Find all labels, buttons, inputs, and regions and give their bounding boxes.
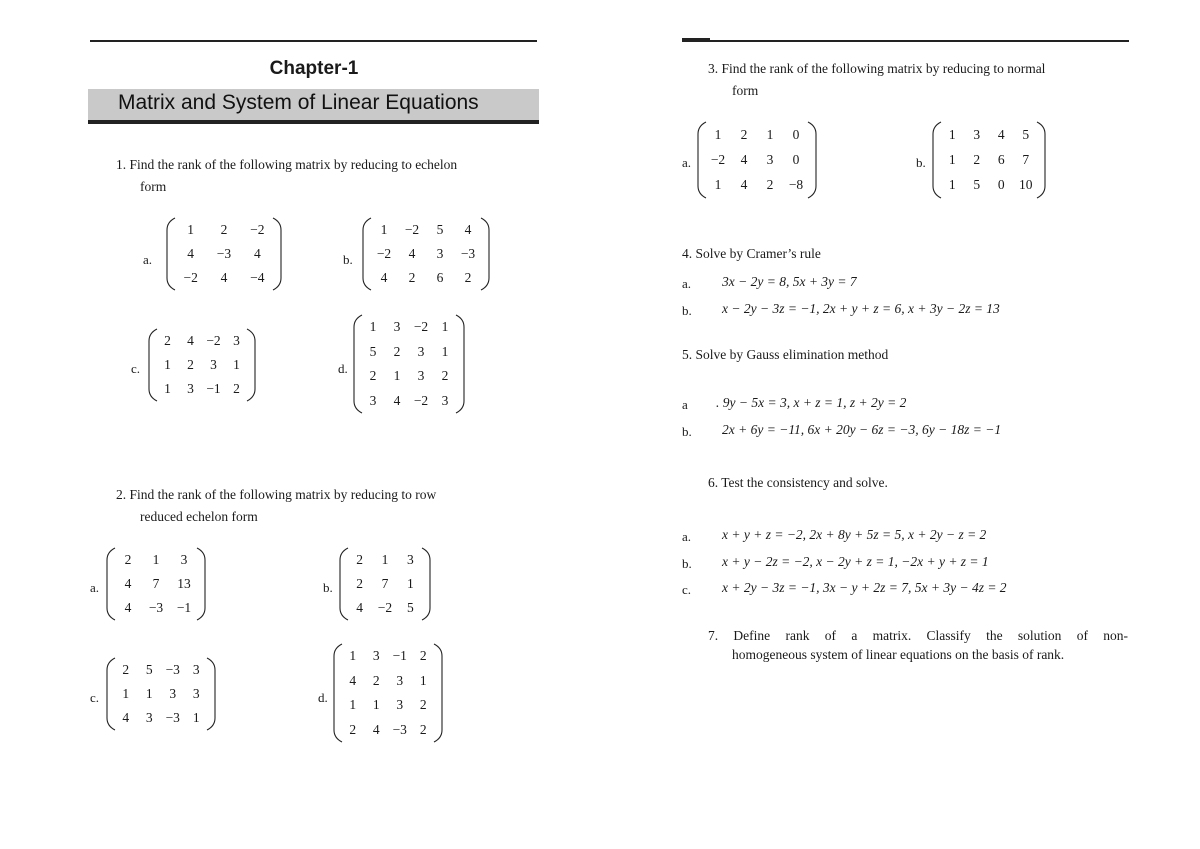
q1-c-label: c. xyxy=(131,361,141,376)
q4-a-equation: 3x − 2y = 8, 5x + 3y = 7 xyxy=(722,274,857,289)
q6-b-label: b. xyxy=(682,556,692,571)
matrix-entry: 3 xyxy=(393,319,401,335)
matrix-entry: 13 xyxy=(177,576,191,591)
q1-a-label: a. xyxy=(143,252,153,267)
matrix-entry: 1 xyxy=(187,222,195,237)
chapter-title-bar xyxy=(88,89,539,124)
matrix-entry: 2 xyxy=(419,697,427,713)
matrix-entry: 4 xyxy=(464,222,472,237)
matrix-entry: 2 xyxy=(220,222,228,237)
matrix-entry: −2 xyxy=(250,222,265,237)
matrix-entry: 1 xyxy=(714,177,722,193)
matrix-entry: 1 xyxy=(372,697,380,713)
question-7-line1: 7. Define rank of a matrix. Classify the solution of non- xyxy=(708,628,1128,643)
matrix-entry: 4 xyxy=(740,177,748,193)
q5-a-equation: . 9y − 5x = 3, x + z = 1, z + 2y = 2 xyxy=(716,395,907,410)
matrix-entry: −2 xyxy=(413,392,429,408)
right-paren xyxy=(456,315,464,413)
question-6-title: 6. Test the consistency and solve. xyxy=(708,475,888,490)
matrix-entry: 2 xyxy=(187,357,194,372)
q2-b-matrix xyxy=(339,546,431,622)
matrix-entry: −2 xyxy=(376,246,392,261)
matrix-entry: 4 xyxy=(187,246,195,261)
matrix-entry: 10 xyxy=(1019,177,1033,193)
matrix-entry: 6 xyxy=(436,270,444,285)
right-paren xyxy=(273,218,281,290)
matrix-entry: 3 xyxy=(233,333,240,348)
q3-b-matrix xyxy=(932,120,1046,200)
matrix-entry: 2 xyxy=(349,721,357,737)
q3-a-matrix xyxy=(697,120,817,200)
matrix-entry: 4 xyxy=(372,721,380,737)
matrix-entry: 1 xyxy=(441,319,449,335)
question-3 xyxy=(708,58,1128,102)
matrix-entry: 4 xyxy=(408,246,416,261)
matrix-entry: 0 xyxy=(792,126,800,142)
matrix-entry: 5 xyxy=(406,600,414,615)
matrix-entry: 6 xyxy=(997,151,1005,167)
matrix-entry: −4 xyxy=(250,270,265,285)
matrix-entry: 2 xyxy=(164,333,171,348)
q1-d-matrix xyxy=(353,313,465,415)
matrix-entry: −3 xyxy=(148,600,164,615)
right-paren xyxy=(247,329,255,401)
right-paren xyxy=(207,658,215,730)
right-paren xyxy=(1037,122,1045,198)
matrix-entry: 1 xyxy=(349,697,357,713)
matrix-entry: 4 xyxy=(124,576,132,591)
matrix-entry: 3 xyxy=(436,246,444,261)
matrix-entry: 2 xyxy=(372,672,380,688)
question-5-title: 5. Solve by Gauss elimination method xyxy=(682,347,889,362)
q5-a-label: a xyxy=(682,397,688,412)
top-rule-left xyxy=(90,40,537,42)
matrix-entry: −3 xyxy=(216,246,232,261)
matrix-entry: −3 xyxy=(460,246,476,261)
right-paren xyxy=(434,644,442,742)
q6-c-label: c. xyxy=(682,582,692,597)
q5-b-label: b. xyxy=(682,424,692,439)
matrix-entry: −2 xyxy=(377,600,393,615)
matrix-entry: 0 xyxy=(792,151,800,167)
q2-d-matrix xyxy=(333,642,443,744)
matrix-entry: 1 xyxy=(349,648,357,664)
matrix-entry: 3 xyxy=(187,381,194,396)
question-2 xyxy=(116,484,536,528)
matrix-entry: −1 xyxy=(206,381,221,396)
matrix-entry: 3 xyxy=(406,552,414,567)
q1-c-matrix xyxy=(148,327,256,403)
q6-a-label: a. xyxy=(682,529,692,544)
matrix-entry: 5 xyxy=(973,177,981,193)
chapter-heading: Chapter-1 xyxy=(269,58,359,79)
matrix-entry: −3 xyxy=(165,710,180,725)
q2-c-label: c. xyxy=(90,690,100,705)
matrix-entries xyxy=(370,218,482,290)
matrix-entry: 1 xyxy=(948,126,956,142)
matrix-entry: 4 xyxy=(253,246,261,261)
matrix-entry: 4 xyxy=(380,270,388,285)
matrix-entry: 3 xyxy=(192,662,200,677)
matrix-entry: 1 xyxy=(164,381,171,396)
matrix-entry: 7 xyxy=(152,576,160,591)
matrix-entry: 1 xyxy=(369,319,377,335)
matrix-entry: −2 xyxy=(710,151,726,167)
matrix-entry: 1 xyxy=(164,357,171,372)
matrix-entry: 2 xyxy=(369,368,377,384)
matrix-entry: 2 xyxy=(464,270,472,285)
matrix-entry: 1 xyxy=(380,222,388,237)
matrix-entry: 1 xyxy=(948,151,956,167)
matrix-entry: 1 xyxy=(192,710,200,725)
matrix-entry: 1 xyxy=(393,368,401,384)
matrix-entry: 3 xyxy=(441,392,449,408)
matrix-entry: 5 xyxy=(369,343,377,359)
matrix-entry: 1 xyxy=(406,576,414,591)
q6-a-equation: x + y + z = −2, 2x + 8y + 5z = 5, x + 2y − z = 2 xyxy=(722,527,987,542)
matrix-entries xyxy=(341,644,435,742)
q6-b-equation: x + y − 2z = −2, x − 2y + z = 1, −2x + y + z = 1 xyxy=(722,554,989,569)
matrix-entry: 1 xyxy=(419,672,427,688)
q6-c-equation: x + 2y − 3z = −1, 3x − y + 2z = 7, 5x + 3y − 4z = 2 xyxy=(722,580,1007,595)
matrix-entry: −3 xyxy=(392,721,407,737)
matrix-entry: 2 xyxy=(233,381,240,396)
matrix-entry: 2 xyxy=(973,151,981,167)
matrix-entry: 1 xyxy=(145,686,153,701)
matrix-entry: 2 xyxy=(356,576,364,591)
matrix-entry: 4 xyxy=(124,600,132,615)
matrix-entry: 2 xyxy=(419,721,427,737)
matrix-entry: 3 xyxy=(210,357,217,372)
right-paren xyxy=(481,218,489,290)
matrix-entry: 4 xyxy=(356,600,364,615)
q2-a-matrix xyxy=(106,546,206,622)
matrix-entries xyxy=(347,548,423,620)
matrix-entries xyxy=(361,315,457,413)
question-1-line1: 1. Find the rank of the following matrix by reducing to echelon xyxy=(116,157,458,172)
matrix-entries xyxy=(156,329,248,401)
right-paren xyxy=(197,548,205,620)
matrix-entry: 2 xyxy=(122,662,130,677)
matrix-entry: −1 xyxy=(176,600,192,615)
matrix-entry: 2 xyxy=(441,368,449,384)
matrix-entry: 4 xyxy=(122,710,130,725)
matrix-entry: 2 xyxy=(408,270,416,285)
matrix-entries xyxy=(174,218,274,290)
matrix-entry: −1 xyxy=(392,648,407,664)
matrix-entry: 5 xyxy=(145,662,153,677)
matrix-entry: 3 xyxy=(396,672,404,688)
matrix-entry: 1 xyxy=(152,552,160,567)
q4-b-label: b. xyxy=(682,303,692,318)
q3-a-label: a. xyxy=(682,155,692,170)
matrix-entry: 5 xyxy=(436,222,444,237)
matrix-entry: 4 xyxy=(997,126,1005,142)
matrix-entry: 2 xyxy=(356,552,364,567)
question-1 xyxy=(116,154,536,198)
matrix-entry: 3 xyxy=(417,368,425,384)
matrix-entry: 3 xyxy=(180,552,188,567)
matrix-entry: −2 xyxy=(206,333,221,348)
matrix-entry: 2 xyxy=(419,648,427,664)
matrix-entry: 3 xyxy=(973,126,981,142)
question-7 xyxy=(708,626,1128,664)
matrix-entry: 4 xyxy=(740,151,748,167)
top-rule-right xyxy=(682,40,1129,42)
question-2-line1: 2. Find the rank of the following matrix by reducing to row xyxy=(116,487,437,502)
question-2-line2: reduced echelon form xyxy=(140,509,258,524)
matrix-entries xyxy=(114,658,208,730)
matrix-entry: 2 xyxy=(766,177,774,193)
question-3-line2: form xyxy=(732,83,759,98)
matrix-entry: −2 xyxy=(404,222,420,237)
question-1-line2: form xyxy=(140,179,167,194)
q1-d-label: d. xyxy=(338,361,348,376)
matrix-entry: 1 xyxy=(233,357,240,372)
q5-b-equation: 2x + 6y = −11, 6x + 20y − 6z = −3, 6y − 18z = −1 xyxy=(722,422,1002,437)
matrix-entry: −8 xyxy=(788,177,804,193)
matrix-entry: 1 xyxy=(381,552,389,567)
q4-b-equation: x − 2y − 3z = −1, 2x + y + z = 6, x + 3y − 2z = 13 xyxy=(722,301,1000,316)
matrix-entry: 0 xyxy=(997,177,1005,193)
matrix-entry: 1 xyxy=(441,343,449,359)
matrix-entry: 1 xyxy=(766,126,774,142)
matrix-entry: 3 xyxy=(169,686,177,701)
matrix-entry: 1 xyxy=(948,177,956,193)
matrix-entry: −2 xyxy=(413,319,429,335)
matrix-entry: 3 xyxy=(192,686,200,701)
matrix-entry: 5 xyxy=(1022,126,1030,142)
question-4-title: 4. Solve by Cramer’s rule xyxy=(682,246,821,261)
matrix-entry: 4 xyxy=(220,270,228,285)
matrix-entry: 4 xyxy=(187,333,194,348)
matrix-entry: −3 xyxy=(165,662,180,677)
q2-d-label: d. xyxy=(318,690,328,705)
matrix-entry: 4 xyxy=(349,672,357,688)
matrix-entry: 2 xyxy=(740,126,748,142)
question-3-line1: 3. Find the rank of the following matrix by reducing to normal xyxy=(708,61,1046,76)
right-paren xyxy=(422,548,430,620)
q2-b-label: b. xyxy=(323,580,333,595)
matrix-entry: 7 xyxy=(1022,151,1030,167)
matrix-entry: 3 xyxy=(396,697,404,713)
matrix-entry: 3 xyxy=(417,343,425,359)
chapter-title: Matrix and System of Linear Equations xyxy=(118,91,479,114)
matrix-entry: 7 xyxy=(381,576,389,591)
matrix-entry: 3 xyxy=(372,648,380,664)
matrix-entries xyxy=(114,548,198,620)
q1-b-label: b. xyxy=(343,252,353,267)
matrix-entry: 4 xyxy=(393,392,401,408)
q2-c-matrix xyxy=(106,656,216,732)
matrix-entry: 3 xyxy=(369,392,377,408)
q1-b-matrix xyxy=(362,216,490,292)
matrix-entry: 3 xyxy=(145,710,153,725)
matrix-entry: 1 xyxy=(122,686,130,701)
matrix-entry: 2 xyxy=(124,552,132,567)
matrix-entry: 1 xyxy=(714,126,722,142)
q3-b-label: b. xyxy=(916,155,926,170)
question-7-line2: homogeneous system of linear equations on the basis of rank. xyxy=(732,647,1065,662)
q2-a-label: a. xyxy=(90,580,100,595)
matrix-entries xyxy=(940,122,1038,198)
matrix-entry: −2 xyxy=(183,270,198,285)
q4-a-label: a. xyxy=(682,276,692,291)
matrix-entries xyxy=(705,122,809,198)
q1-a-matrix xyxy=(166,216,282,292)
right-paren xyxy=(808,122,816,198)
matrix-entry: 2 xyxy=(393,343,401,359)
matrix-entry: 3 xyxy=(766,151,774,167)
